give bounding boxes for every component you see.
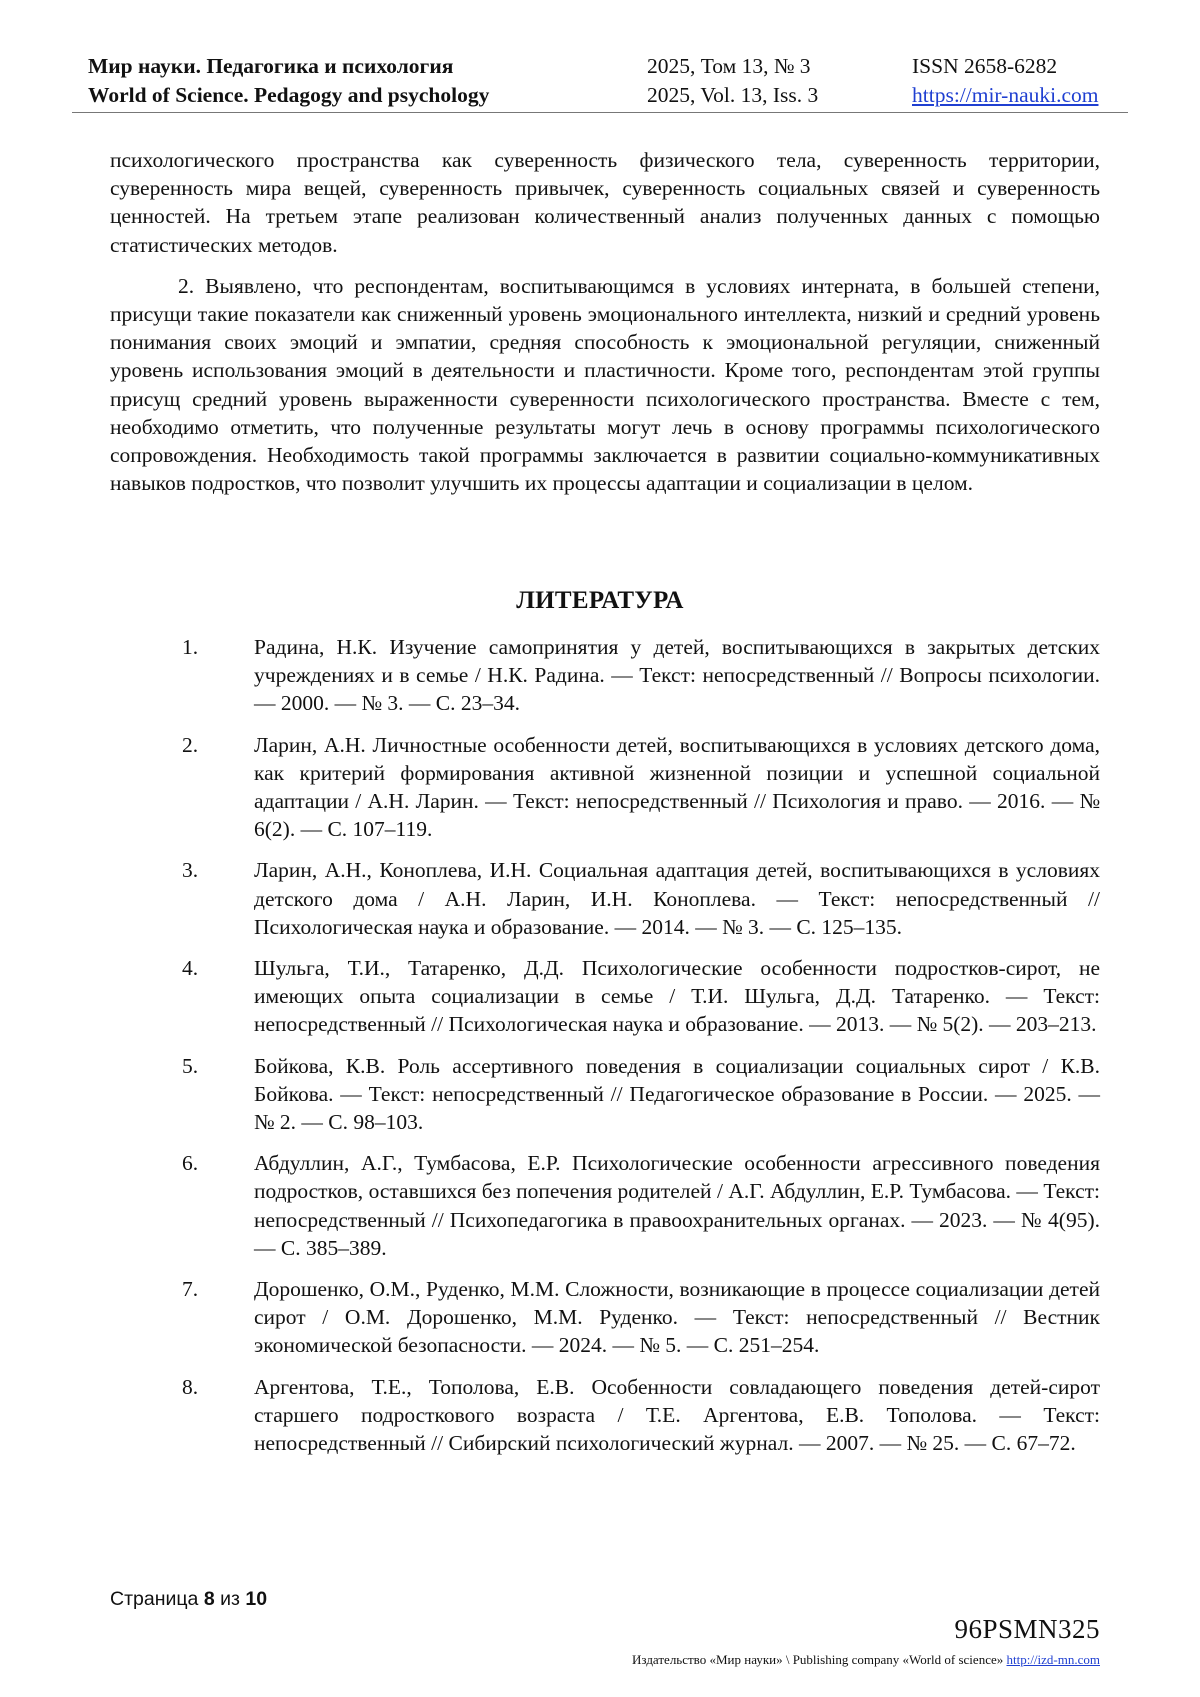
page-counter [110,1588,267,1611]
page-current: 8 [203,1588,215,1610]
issue-en: 2025, Vol. 13, Iss. 3 [647,83,819,107]
reference-item [110,1373,1100,1458]
journal-site-link[interactable]: https://mir-nauki.com [912,83,1099,107]
publisher-text: Издательство «Мир науки» \ Publishing company «World of science» [632,1652,1004,1667]
reference-item [110,856,1100,941]
publisher-link[interactable]: http://izd-mn.com [1006,1652,1100,1667]
reference-number: 3. [182,858,199,883]
reference-item [110,731,1100,844]
body-paragraph-2: 2. Выявлено, что респондентам, воспитывающимся в условиях интерната, в большей степени, присущи такие показатели как сниженный уровень эмоционального интеллекта, низкий и средний уровень понимания своих эмоций и эмпатии, средняя способность к эмоциональной регуляции, сниженный уровень использования эмоций в деятельности и пластичности. Кроме того, респондентам этой группы присущ средний уровень выраженности суверенности психологического пространства. Вместе с тем, необходимо отметить, что полученные результаты могут лечь в основу программы психологического сопровождения. Необходимость такой программы заключается в развитии социально-коммуникативных навыков подростков, что позволит улучшить их процессы адаптации и социализации в целом. [110,273,1100,496]
page-total: 10 [245,1588,268,1610]
reference-text: Бойкова, К.В. Роль ассертивного поведения в социализации социальных сирот / К.В. Бойкова. — Текст: непосредственный // Педагогическое образование в России. — 2025. — № 2. — С. 98–103. [254,1053,1100,1135]
running-header [72,50,1128,113]
reference-text: Абдуллин, А.Г., Тумбасова, Е.Р. Психологические особенности агрессивного поведения подростков, оставшихся без попечения родителей / А.Г. Абдуллин, Е.Р. Тумбасова. — Текст: непосредственный // Психопедагогика в правоохранительных органах. — 2023. — № 4(95). — С. 385–389. [254,1151,1100,1260]
journal-title-block [88,52,489,110]
reference-number: 2. [182,732,199,757]
reference-item [110,1275,1100,1360]
page-word: Страница [110,1588,199,1610]
page-of: из [220,1588,240,1610]
literature-heading: ЛИТЕРАТУРА [516,587,684,614]
reference-number: 8. [182,1374,199,1399]
reference-text: Радина, Н.К. Изучение самопринятия у детей, воспитывающихся в закрытых детских учреждениях и в семье / Н.К. Радина. — Текст: непосредственный // Вопросы психологии. — 2000. — № 3. — С. 23–34. [254,635,1100,716]
article-body [110,146,1100,497]
journal-title-en: World of Science. Pedagogy and psychology [88,83,490,107]
journal-title-ru: Мир науки. Педагогика и психология [88,54,454,78]
publisher-line [632,1652,1100,1668]
reference-item [110,1052,1100,1137]
reference-list [110,633,1100,1470]
reference-text: Ларин, А.Н., Коноплева, И.Н. Социальная адаптация детей, воспитывающихся в условиях детского дома / А.Н. Ларин, И.Н. Коноплева. — Текст: непосредственный // Психологическая наука и образование. — 2014. — № 3. — С. 125–135. [254,858,1100,939]
issn: ISSN 2658-6282 [912,54,1058,78]
reference-text: Шульга, Т.И., Татаренко, Д.Д. Психологические особенности подростков-сирот, не имеющих опыта социализации в семье / Т.И. Шульга, Д.Д. Татаренко. — Текст: непосредственный // Психологическая наука и образование. — 2013. — № 5(2). — 203–213. [254,956,1100,1037]
issue-ru: 2025, Том 13, № 3 [647,54,811,78]
reference-number: 6. [182,1151,199,1176]
issn-block [912,52,1098,110]
reference-item [110,1149,1100,1262]
reference-number: 1. [182,635,199,659]
reference-text: Аргентова, Т.Е., Тополова, Е.В. Особенности совладающего поведения детей-сирот старшего подросткового возраста / Т.Е. Аргентова, Е.В. Тополова. — Текст: непосредственный // Сибирский психологический журнал. — 2007. — № 25. — С. 67–72. [254,1374,1100,1456]
issue-block [647,52,818,110]
reference-text: Дорошенко, О.М., Руденко, М.М. Сложности, возникающие в процессе социализации детей сирот / О.М. Дорошенко, М.М. Руденко. — Текст: непосредственный // Вестник экономической безопасности. — 2024. — № 5. — С. 251–254. [254,1277,1100,1358]
reference-text: Ларин, А.Н. Личностные особенности детей, воспитывающихся в условиях детского дома, как критерий формирования активной жизненной позиции и успешной социальной адаптации / А.Н. Ларин. — Текст: непосредственный // Психология и право. — 2016. — № 6(2). — С. 107–119. [254,732,1100,842]
article-code: 96PSMN325 [954,1614,1100,1644]
reference-number: 4. [182,956,199,981]
body-paragraph-1: психологического пространства как суверенность физического тела, суверенность территории, суверенность мира вещей, суверенность привычек, суверенность социальных связей и суверенность ценностей. На третьем этапе реализован количественный анализ полученных данных с помощью статистических методов. [110,148,1100,257]
reference-number: 7. [182,1277,199,1302]
reference-item [110,633,1100,718]
reference-item [110,954,1100,1039]
reference-number: 5. [182,1053,199,1078]
